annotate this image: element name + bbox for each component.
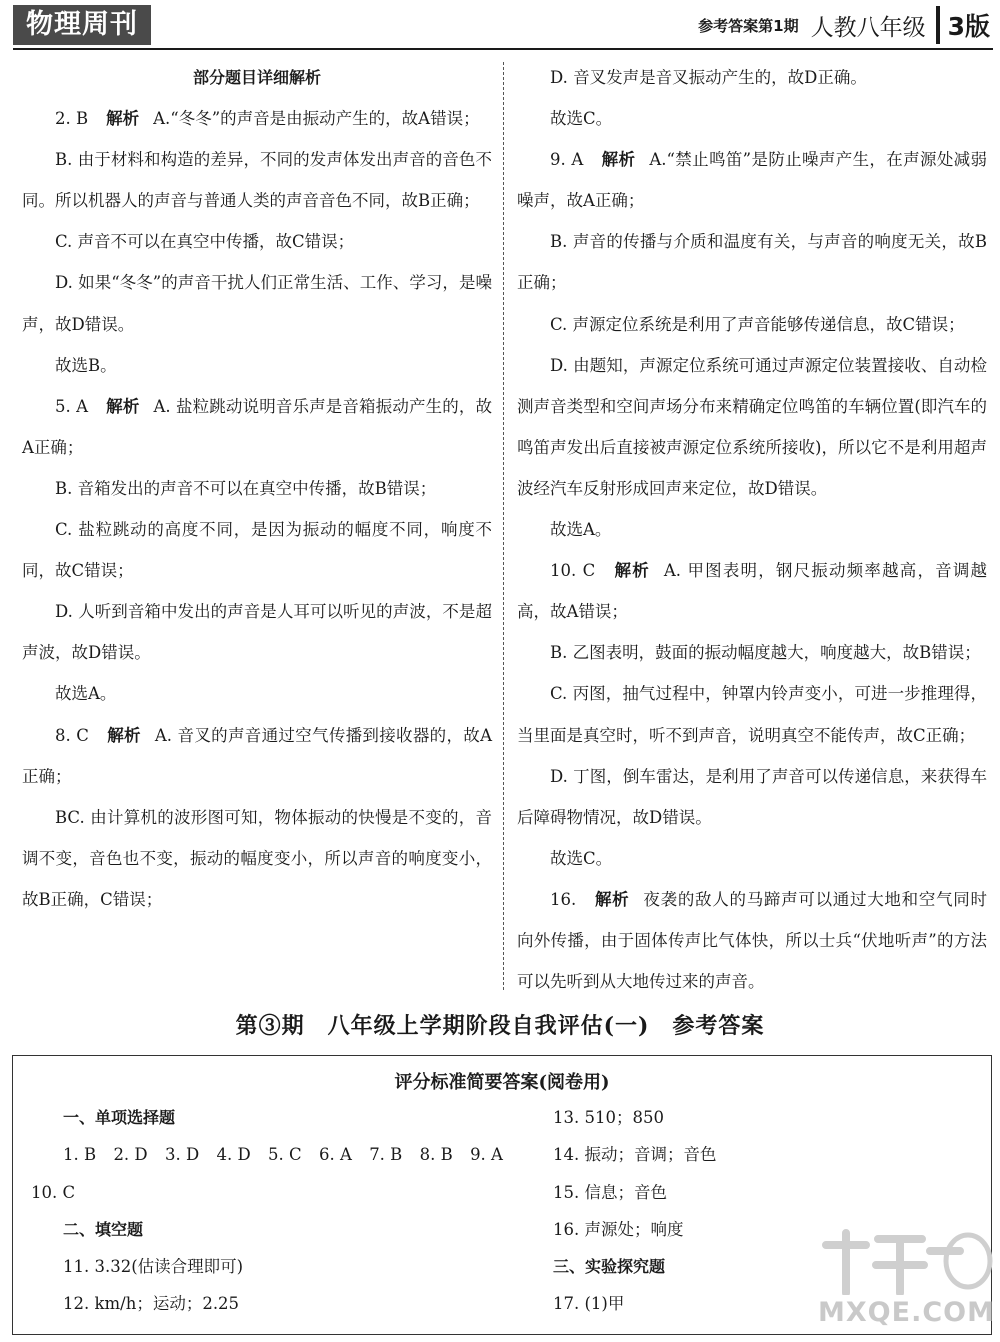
choice-answer: 7. B (369, 1145, 403, 1165)
analysis-paragraph: B. 乙图表明，鼓面的振动幅度越大，响度越大，故B错误； (550, 643, 981, 663)
analysis-text: A.“冬冬”的声音是由振动产生的，故A错误； (153, 109, 480, 129)
analysis-text: A. 甲图表明，钢尺振动频率越高，音调越高，故A错误； (517, 561, 988, 622)
analysis-paragraph: BC. 由计算机的波形图可知，物体振动的快慢是不变的，音调不变，音色也不变，振动的幅度变小，所以声音的响度变小，故B正确，C错误； (22, 807, 492, 909)
column-divider (503, 62, 504, 990)
analysis-paragraph: C. 声源定位系统是利用了声音能够传递信息，故C错误； (550, 314, 965, 334)
analysis-paragraph: D. 如果“冬冬”的声音干扰人们正常生活、工作、学习，是噪声，故D错误。 (22, 273, 492, 334)
question-analysis (22, 715, 492, 797)
section-heading-experiment: 三、实验探究题 (553, 1257, 666, 1277)
analysis-paragraph: B. 声音的传播与介质和温度有关，与声音的响度无关，故B正确； (517, 232, 987, 293)
analysis-paragraph: 故选B。 (55, 355, 117, 375)
choice-answer: 9. A (470, 1145, 503, 1165)
choice-answer: 2. D (113, 1145, 148, 1165)
answer-14: 14. 振动；音调；音色 (553, 1145, 717, 1165)
question-analysis (22, 386, 492, 468)
question-number: 9. A (550, 150, 584, 170)
choice-answer: 4. D (216, 1145, 251, 1165)
choice-answer: 8. B (419, 1145, 453, 1165)
analysis-paragraph: 故选A。 (550, 520, 612, 540)
grade-label: 人教八年级 (810, 14, 926, 41)
question-number: 16. (550, 889, 577, 909)
analysis-paragraph: D. 丁图，倒车雷达，是利用了声音可以传递信息，来获得车后障碍物情况，故D错误。 (517, 766, 987, 827)
section-main-title: 第③期 八年级上学期阶段自我评估(一) 参考答案 (235, 1013, 765, 1039)
answer-box (12, 1055, 995, 1335)
analysis-label: 解析 (601, 150, 636, 170)
analysis-text: 夜袭的敌人的马蹄声可以通过大地和空气同时向外传播，由于固体传声比气体快，所以士兵“伏地听声”的方法可以先听到从大地传过来的声音。 (517, 889, 988, 992)
question-number: 2. B (55, 109, 89, 129)
analysis-paragraph: D. 人听到音箱中发出的声音是人耳可以听见的声波，不是超声波，故D错误。 (22, 602, 492, 663)
question-analysis (517, 879, 987, 1002)
analysis-paragraph: B. 音箱发出的声音不可以在真空中传播，故B错误； (55, 478, 437, 498)
choice-answers-row (31, 1136, 503, 1173)
analysis-paragraph: B. 由于材料和构造的差异，不同的发声体发出声音的音色不同。所以机器人的声音与普通人类的声音音色不同，故B正确； (22, 150, 492, 211)
choice-answer: 3. D (164, 1145, 200, 1165)
analysis-label: 解析 (594, 889, 630, 909)
answer-12: 12. km/h；运动；2.25 (63, 1294, 240, 1314)
answer-15: 15. 信息；音色 (553, 1182, 667, 1202)
question-number: 8. C (55, 725, 89, 745)
choice-answer: 5. C (268, 1145, 302, 1165)
page-header (0, 0, 1000, 48)
analysis-paragraph: 故选C。 (550, 848, 613, 868)
question-analysis (517, 139, 987, 221)
header-divider (936, 6, 940, 44)
analysis-label: 解析 (613, 561, 650, 581)
analysis-section-title: 部分题目详细解析 (192, 68, 321, 87)
answer-11: 11. 3.32(估读合理即可) (63, 1257, 244, 1277)
analysis-label: 解析 (106, 725, 141, 745)
analysis-text: A.“禁止鸣笛”是防止噪声产生，在声源处减弱噪声，故A正确； (517, 150, 988, 211)
analysis-label: 解析 (106, 396, 140, 416)
answer-16: 16. 声源处；响度 (553, 1219, 684, 1239)
choice-answer-10: 10. C (31, 1182, 76, 1202)
question-number: 5. A (55, 396, 89, 416)
answer-box-title: 评分标准简要答案(阅卷用) (394, 1072, 610, 1093)
watermark-site: MXQE.COM (818, 1297, 995, 1328)
answer-17: 17. (1)甲 (553, 1294, 625, 1314)
header-info (698, 6, 990, 44)
choice-answer: 6. A (318, 1145, 352, 1165)
brand-logo: 物理周刊 (13, 5, 151, 45)
section-heading-choice: 一、单项选择题 (63, 1108, 176, 1127)
question-analysis (517, 550, 987, 632)
analysis-paragraph: D. 由题知，声源定位系统可通过声源定位装置接收、自动检测声音类型和空间声场分布来精确定位鸣笛的车辆位置(即汽车的鸣笛声发出后直接被声源定位系统所接收)，所以它不是利用超声波经汽车反射形成回声来定位，故D错误。 (517, 355, 987, 498)
right-column (517, 57, 987, 1002)
issue-label: 参考答案第1期 (698, 16, 799, 35)
header-rule (13, 48, 993, 50)
choice-answer: 1. B (63, 1145, 97, 1165)
analysis-paragraph: 故选A。 (55, 684, 117, 704)
edition-label: 3版 (947, 12, 990, 41)
analysis-paragraph: C. 丙图，抽气过程中，钟罩内铃声变小，可进一步推理得，当里面是真空时，听不到声音，说明真空不能传声，故C正确； (517, 684, 987, 745)
analysis-paragraph: C. 声音不可以在真空中传播，故C错误； (55, 232, 355, 252)
analysis-text: A. 盐粒跳动说明音乐声是音箱振动产生的，故A正确； (22, 396, 493, 457)
section-heading-fill: 二、填空题 (63, 1219, 144, 1239)
answer-13: 13. 510；850 (553, 1108, 664, 1127)
analysis-paragraph: C. 盐粒跳动的高度不同，是因为振动的幅度不同，响度不同，故C错误； (22, 520, 492, 581)
left-column (22, 57, 492, 920)
analysis-text: A. 音叉的声音通过空气传播到接收器的，故A正确； (22, 725, 492, 786)
answer-box-left (31, 1099, 501, 1323)
analysis-paragraph: 故选C。 (550, 109, 613, 129)
question-analysis (22, 98, 492, 139)
analysis-paragraph: D. 音叉发声是音叉振动产生的，故D正确。 (550, 68, 867, 87)
answer-box-right (553, 1099, 973, 1323)
analysis-label: 解析 (106, 109, 140, 129)
question-number: 10. C (550, 561, 596, 581)
